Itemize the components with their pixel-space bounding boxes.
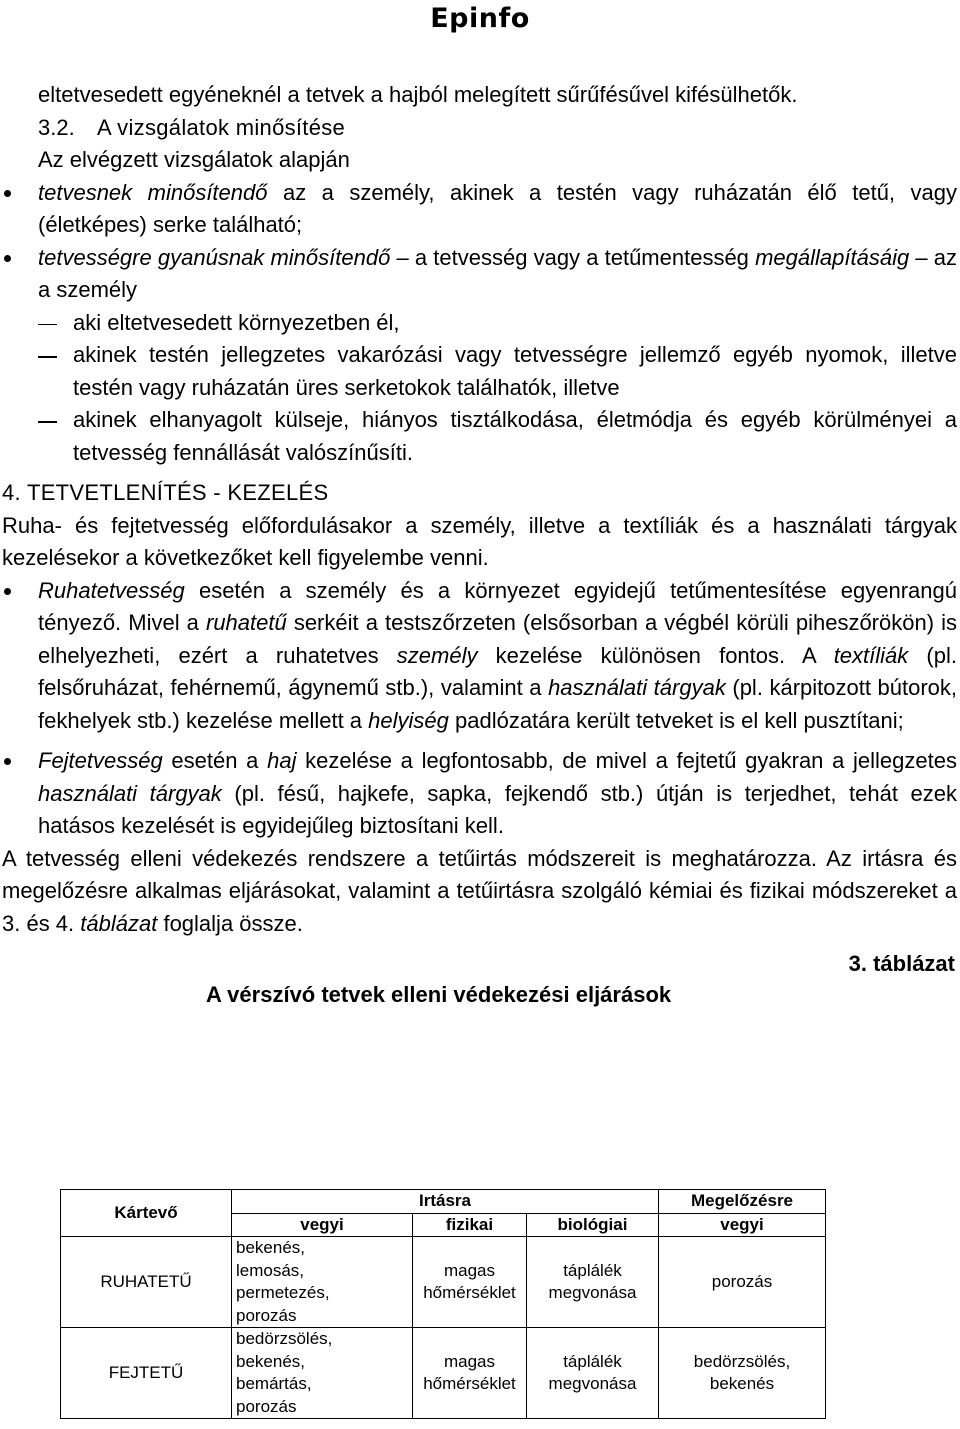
emphasis: tetvesnek minősítendő (38, 179, 268, 205)
emphasis: textíliák (833, 642, 909, 668)
header-prevention: Megelőzésre (659, 1190, 826, 1214)
section-lead: Az elvégzett vizsgálatok alapján (38, 147, 350, 172)
text: (pl. fésű, hajkefe, sapka, fejkendő stb.) útján is terjedhet, tehát ezek hatásos kezelését is egyidejűleg biztosítani kell. (38, 780, 957, 838)
emphasis: helyiség (368, 707, 449, 733)
text: – az a személy (38, 244, 957, 302)
text: padlózatára került tetveket is el kell pusztítani; (448, 707, 904, 733)
main-content (2, 79, 957, 1011)
list-item (2, 745, 957, 843)
section-4-heading: 4. TETVETLENÍTÉS - KEZELÉS (2, 480, 329, 505)
section-4-lead: Ruha- és fejtetvesség előfordulásakor a személy, illetve a textíliák és a használati tárgyak kezelésekor a következőket kell figyelembe venni. (2, 512, 957, 570)
cell-pest: FEJTETŰ (61, 1328, 232, 1419)
control-methods-table (60, 1189, 826, 1419)
section-title: A vizsgálatok minősítése (97, 114, 346, 140)
emphasis: tetvességre gyanúsnak minősítendő (38, 244, 391, 270)
intro-paragraph: eltetvesedett egyéneknél a tetvek a hajból melegített sűrűfésűvel kifésülhetők. (38, 82, 798, 107)
cell-chemical: bedörzsölés, bekenés, bemártás, porozás (232, 1328, 413, 1419)
section-3-2-heading (2, 112, 957, 145)
text: serkéit a testszőrzeten (elsősorban a végbél körüli piheszőrökön) is elhelyezheti, ezért a ruhatetves (38, 610, 958, 668)
text: foglalja össze. (157, 910, 303, 936)
treatment-list (2, 575, 957, 843)
emphasis: Fejtetvesség (38, 748, 163, 773)
emphasis: haj (267, 748, 297, 773)
text: – a tetvesség vagy a tetűmentesség (390, 244, 756, 270)
table-row (61, 1328, 826, 1419)
text: az a személy, akinek a testén vagy ruházatán élő tetű, vagy (életképes) serke található; (38, 179, 957, 237)
text: esetén a személy és a környezet egyidejű tetűmentesítése egyenrangú tényező. Mivel a (38, 577, 957, 635)
emphasis: használati tárgyak (38, 780, 222, 806)
list-item: akinek elhanyagolt külseje, hiányos tisztálkodása, életmódja és egyéb körülményei a tetvesség fennállását valószínűsíti. (2, 404, 957, 469)
table-title: A vérszívó tetvek elleni védekezési eljárások (206, 981, 672, 1007)
text: kezelése különösen fontos. A (477, 642, 834, 668)
text: kezelése a legfontosabb, de mivel a fejtetű gyakran a jellegzetes (296, 748, 957, 773)
emphasis: megállapításáig (755, 244, 910, 270)
text: (pl. felsőruházat, fehérnemű, ágynemű stb.), valamint a (38, 642, 957, 700)
list-item (2, 575, 957, 738)
table-number: 3. táblázat (848, 951, 955, 976)
cell-prevention: porozás (659, 1237, 826, 1328)
cell-pest: RUHATETŰ (61, 1237, 232, 1328)
header-chemical: vegyi (232, 1213, 413, 1237)
list-item: aki eltetvesedett környezetben él, (2, 307, 957, 340)
qualification-list (2, 177, 957, 307)
text: esetén a (162, 748, 268, 773)
emphasis: személy (396, 642, 478, 668)
header-biological: biológiai (527, 1213, 659, 1237)
cell-physical: magas hőmérséklet (413, 1328, 527, 1419)
cell-chemical: bekenés, lemosás, permetezés, porozás (232, 1237, 413, 1328)
list-item (2, 177, 957, 242)
site-brand-logo: Epinfo (430, 3, 530, 34)
header-chemical-prevention: vegyi (659, 1213, 826, 1237)
emphasis: Ruhatetvesség (38, 577, 185, 603)
summary-paragraph (2, 843, 957, 941)
cell-biological: táplálék megvonása (527, 1328, 659, 1419)
cell-physical: magas hőmérséklet (413, 1237, 527, 1328)
section-number: 3.2. (38, 114, 75, 140)
header-extermination: Irtásra (232, 1190, 659, 1214)
list-item (2, 242, 957, 307)
text: A tetvesség elleni védekezés rendszere a tetűirtás módszereit is meghatározza. Az irtásra és megelőzésre alkalmas eljárásokat, valamint a tetűirtásra szolgáló kémiai és fizikai módszereket a 3. és 4. (2, 845, 957, 936)
suspect-criteria-list (2, 307, 957, 470)
table-row (61, 1237, 826, 1328)
emphasis: használati tárgyak (548, 675, 726, 700)
header-physical: fizikai (413, 1213, 527, 1237)
emphasis: ruhatetű (206, 610, 287, 635)
emphasis: táblázat (80, 910, 158, 936)
cell-biological: táplálék megvonása (527, 1237, 659, 1328)
text: (pl. kárpitozott bútorok, fekhelyek stb.) kezelése mellett a (38, 675, 957, 733)
cell-prevention: bedörzsölés, bekenés (659, 1328, 826, 1419)
header-pest: Kártevő (61, 1190, 232, 1237)
list-item: akinek testén jellegzetes vakarózási vagy tetvességre jellemző egyéb nyomok, illetve testén vagy ruházatán üres serketokok találhatók, illetve (2, 339, 957, 404)
